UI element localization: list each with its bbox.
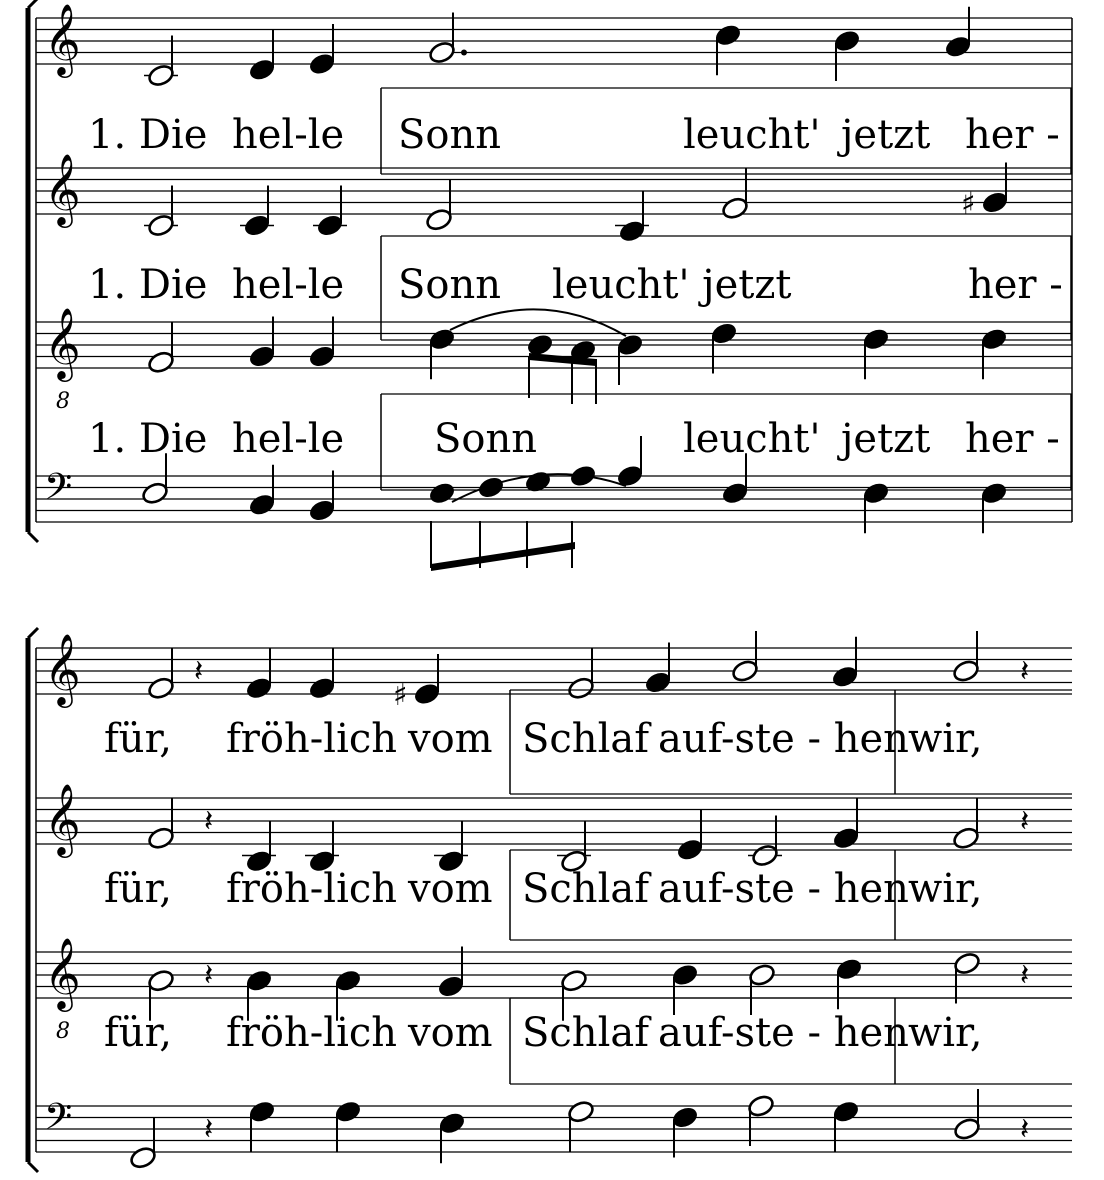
quarter-rest-icon: 𝄽	[204, 804, 214, 839]
lyric-syllable: wir,	[908, 716, 983, 762]
bass-clef-icon: 𝄢	[44, 466, 73, 517]
treble-clef-icon: 𝄞	[44, 152, 81, 225]
lyric-syllable: leucht'	[683, 416, 821, 462]
lyric-syllable: her -	[968, 262, 1063, 308]
lyric-syllable: wir,	[908, 866, 983, 912]
treble-clef-icon: 𝄞	[44, 936, 81, 1009]
augmentation-dot	[461, 50, 467, 56]
staff-bass	[36, 1089, 1072, 1170]
quarter-rest-icon: 𝄽	[204, 1112, 214, 1147]
quarter-rest-icon: 𝄽	[1020, 804, 1030, 839]
lyric-syllable: 1. Die	[88, 262, 208, 308]
system-1	[28, 0, 1072, 571]
bracket-bottom-hook	[28, 1162, 38, 1172]
staff-tenor	[36, 936, 1072, 1084]
lyric-syllable: vom	[408, 716, 493, 762]
lyric-syllable: auf-ste - hen	[658, 1010, 909, 1056]
treble-clef-icon: 𝄞	[44, 306, 81, 379]
lyric-syllable: Schlaf	[522, 1010, 650, 1056]
lyric-syllable: für,	[104, 1010, 173, 1056]
lyric-syllable: Sonn	[434, 416, 538, 462]
lyric-syllable: auf-ste - hen	[658, 866, 909, 912]
treble-clef-icon: 𝄞	[44, 632, 81, 705]
staff-alto	[36, 152, 1072, 340]
lyric-syllable: hel-le	[232, 416, 345, 462]
note-head	[477, 475, 506, 500]
lyric-syllable: her -	[965, 416, 1060, 462]
lyric-syllable: Sonn	[398, 112, 502, 158]
lyric-syllable: für,	[104, 866, 173, 912]
lyric-syllable: fröh-lich	[226, 1010, 398, 1056]
lyric-syllable: vom	[408, 1010, 493, 1056]
sharp-icon: ♯	[393, 678, 408, 713]
treble-clef-icon: 𝄞	[44, 2, 81, 75]
lyric-syllable: jetzt	[841, 416, 931, 462]
lyric-syllable: wir,	[908, 1010, 983, 1056]
lyric-syllable: 1. Die	[88, 416, 208, 462]
lyric-syllable: leucht'	[683, 112, 821, 158]
lyric-syllable: leucht' jetzt	[552, 262, 792, 308]
lyric-syllable: hel-le	[232, 262, 345, 308]
lyric-syllable: fröh-lich	[226, 866, 398, 912]
quarter-rest-icon: 𝄽	[1020, 1112, 1030, 1147]
slur	[450, 309, 626, 336]
quarter-rest-icon: 𝄽	[194, 654, 204, 689]
lyric-syllable: für,	[104, 716, 173, 762]
bracket-top-hook	[28, 0, 38, 8]
lyric-syllable: 1. Die	[88, 112, 208, 158]
bracket-bottom-hook	[28, 532, 38, 542]
system-2	[28, 628, 1072, 1172]
lyric-syllable: vom	[408, 866, 493, 912]
treble-clef-icon: 𝄞	[44, 782, 81, 855]
quarter-rest-icon: 𝄽	[1020, 958, 1030, 993]
lyric-syllable: Schlaf	[522, 716, 650, 762]
quarter-rest-icon: 𝄽	[204, 958, 214, 993]
staff-alto	[36, 782, 1072, 940]
bracket-top-hook	[28, 628, 38, 638]
tenor-octave-mark: 8	[56, 389, 70, 414]
lyric-syllable: her -	[965, 112, 1060, 158]
lyric-syllable: Sonn	[398, 262, 502, 308]
staff-soprano	[36, 2, 1072, 174]
bass-clef-icon: 𝄢	[44, 1096, 73, 1147]
eighth-beam	[431, 542, 575, 571]
lyric-syllable: auf-ste - hen	[658, 716, 909, 762]
lyric-syllable: hel-le	[232, 112, 345, 158]
staff-tenor	[36, 306, 1072, 490]
staff-soprano	[36, 631, 1072, 794]
quarter-rest-icon: 𝄽	[1020, 654, 1030, 689]
lyric-syllable: Schlaf	[522, 866, 650, 912]
sharp-icon: ♯	[961, 186, 976, 222]
lyric-syllable: fröh-lich	[226, 716, 398, 762]
tenor-octave-mark: 8	[56, 1019, 70, 1044]
lyric-syllable: jetzt	[841, 112, 931, 158]
